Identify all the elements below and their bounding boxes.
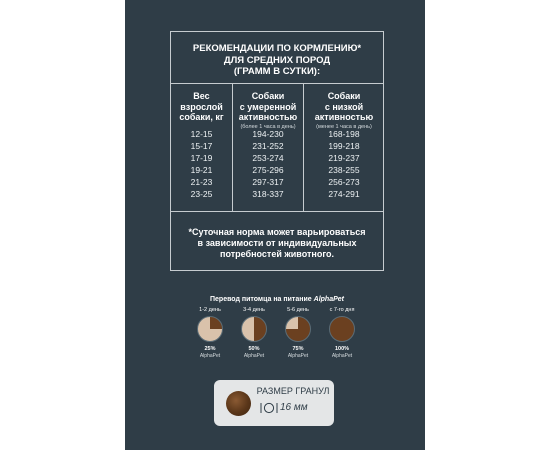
column-header-low-line3: активностью: [314, 112, 374, 122]
column-header-moderate-line3: активностью: [238, 112, 298, 122]
transition-brand: AlphaPet: [313, 296, 344, 303]
food-bowl-icon: [329, 316, 355, 342]
table-cell: 15-17: [190, 141, 213, 151]
food-bowl-icon: [285, 316, 311, 342]
column-header-moderate: [233, 91, 303, 131]
transition-stage-2: [232, 307, 276, 359]
low-column-values: [304, 128, 384, 200]
column-header-moderate-line2: с умеренной: [239, 101, 297, 112]
column-header-weight-line3: собаки, кг: [179, 112, 224, 122]
feeding-title: [170, 43, 384, 78]
table-cell: 23-25: [190, 189, 213, 199]
stage-brand: AlphaPet: [331, 352, 353, 359]
feeding-title-line3: (ГРАММ В СУТКИ):: [233, 66, 321, 77]
table-cell: 238-255: [328, 165, 360, 175]
feeding-note-line3: потребностей животного.: [220, 249, 334, 259]
column-header-weight-line1: Вес: [193, 91, 210, 101]
food-bowl-icon: [241, 316, 267, 342]
stage-brand: AlphaPet: [287, 352, 309, 359]
table-cell: 199-218: [328, 141, 360, 151]
table-divider-bottom: [170, 211, 384, 212]
feeding-note-line1: *Суточная норма может варьироваться: [188, 227, 366, 237]
feeding-note-line2: в зависимости от индивидуальных: [197, 238, 357, 248]
table-divider-top: [170, 83, 384, 84]
feeding-title-line2: ДЛЯ СРЕДНИХ ПОРОД: [223, 54, 331, 66]
feeding-note: [170, 227, 384, 260]
table-cell: 17-19: [190, 153, 213, 163]
table-cell: 12-15: [190, 129, 213, 139]
stage-brand: AlphaPet: [199, 352, 221, 359]
column-header-low-line1: Собаки: [327, 91, 361, 101]
table-cell: 275-296: [252, 165, 284, 175]
table-cell: 219-237: [328, 153, 360, 163]
column-header-weight: [171, 91, 232, 123]
moderate-column-values: [233, 128, 303, 200]
transition-stage-4: [320, 307, 364, 359]
transition-stage-3: [276, 307, 320, 359]
column-subheader-low: (менее 1 часа в день): [316, 123, 372, 130]
stage-day: 3-4 день: [243, 307, 265, 313]
table-cell: 19-21: [190, 165, 213, 175]
feeding-title-line1: РЕКОМЕНДАЦИИ ПО КОРМЛЕНИЮ*: [192, 43, 362, 54]
table-cell: 297-317: [252, 177, 284, 187]
stage-percent: 50%: [248, 346, 260, 352]
column-subheader-moderate: (более 1 часа в день): [240, 123, 296, 130]
stage-day: 5-6 день: [287, 307, 309, 313]
weight-column-values: [171, 128, 232, 200]
table-cell: 253-274: [252, 153, 284, 163]
column-header-low: [304, 91, 384, 131]
transition-title-text: Перевод питомца на питание: [210, 296, 312, 303]
stage-percent: 75%: [292, 346, 304, 352]
column-header-moderate-line1: Собаки: [251, 91, 285, 101]
transition-title: [170, 295, 384, 304]
stage-brand: AlphaPet: [243, 352, 265, 359]
stage-percent: 100%: [334, 346, 350, 352]
table-cell: 274-291: [328, 189, 360, 199]
diameter-icon: [260, 402, 278, 414]
table-cell: 194-230: [252, 129, 284, 139]
table-cell: 318-337: [252, 189, 284, 199]
table-cell: 168-198: [328, 129, 360, 139]
table-cell: 231-252: [252, 141, 284, 151]
table-cell: 21-23: [190, 177, 213, 187]
transition-stage-1: [188, 307, 232, 359]
column-header-weight-line2: взрослой: [180, 101, 223, 112]
granule-size-label: РАЗМЕР ГРАНУЛ: [256, 386, 330, 396]
table-cell: 256-273: [328, 177, 360, 187]
stage-percent: 25%: [204, 346, 216, 352]
stage-day: 1-2 день: [199, 307, 221, 313]
kibble-pellet-icon: [226, 391, 251, 416]
column-header-low-line2: с низкой: [324, 101, 364, 112]
granule-size-value: 16 мм: [280, 402, 308, 413]
food-bowl-icon: [197, 316, 223, 342]
stage-day: с 7-го дня: [329, 307, 355, 313]
